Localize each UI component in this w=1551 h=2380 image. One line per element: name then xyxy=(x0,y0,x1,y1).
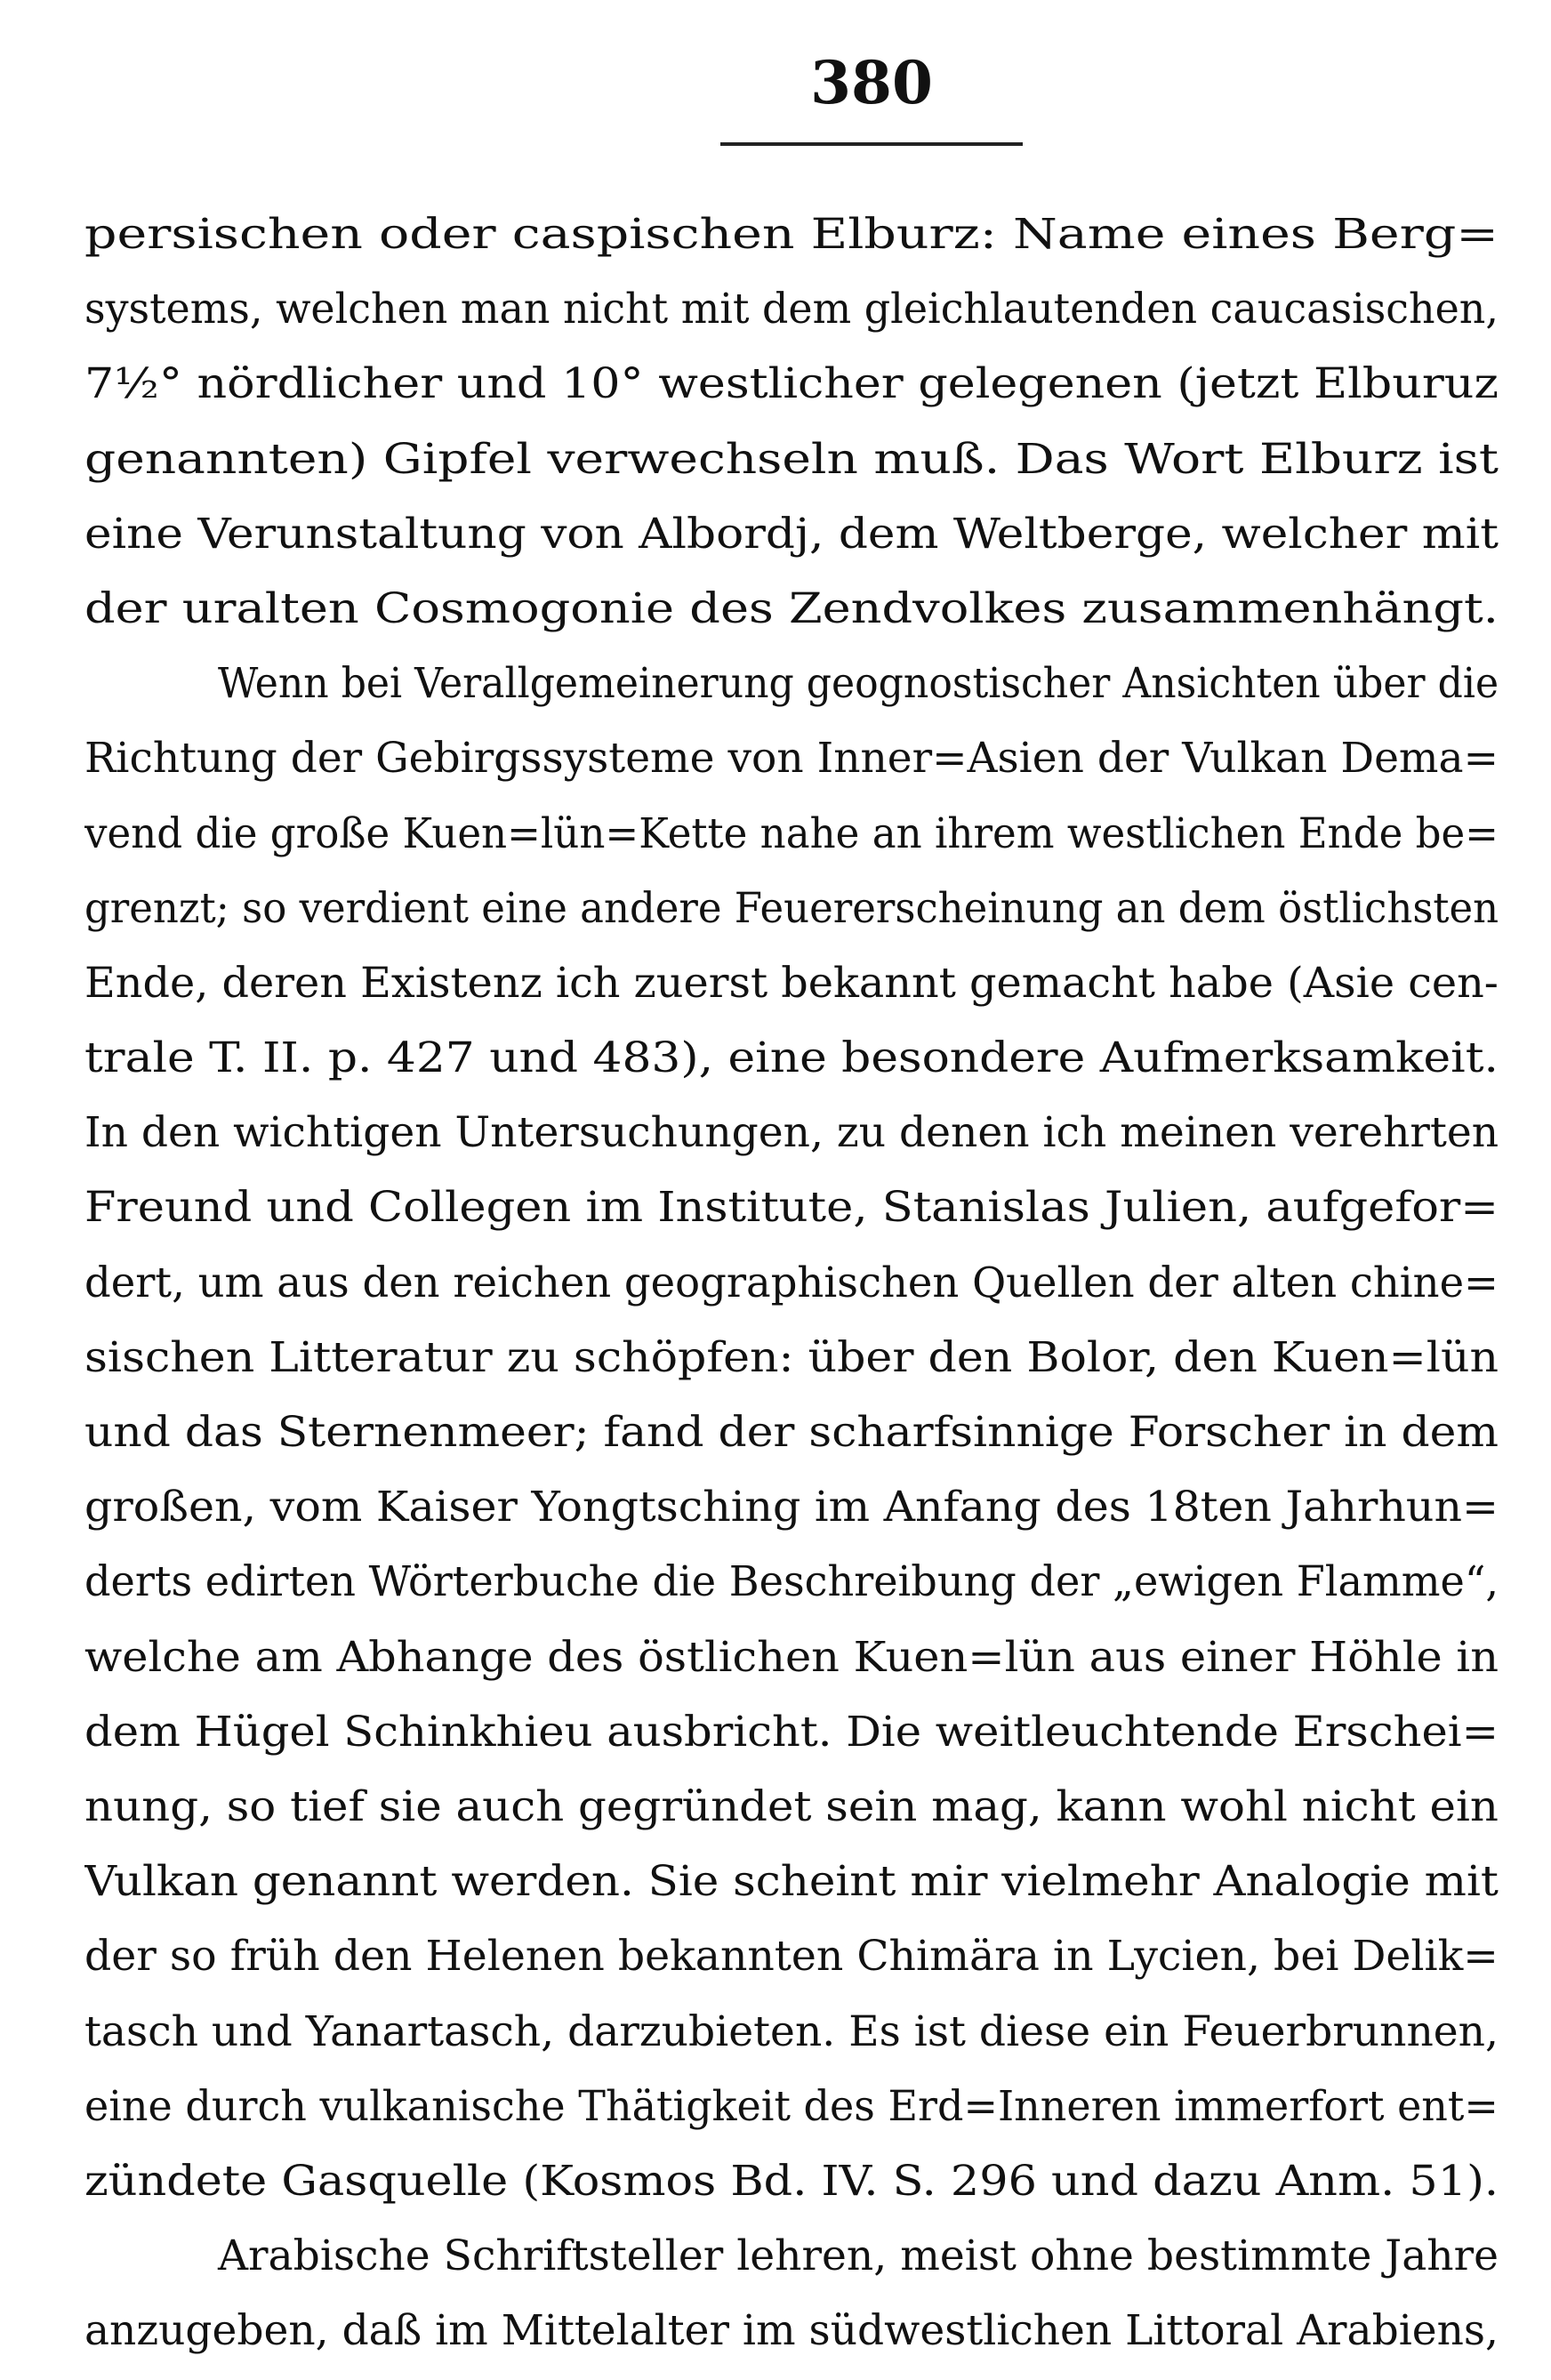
text-line: welche am Abhange des östlichen Kuen=lün aus einer Höhle in xyxy=(84,1632,1499,1682)
text-line: tasch und Yanartasch, darzubieten. Es ist diese ein Feuerbrunnen, xyxy=(84,2006,1499,2056)
text-line: sischen Litteratur zu schöpfen: über den Bolor, den Kuen=lün xyxy=(84,1332,1499,1382)
text-line: derts edirten Wörterbuche die Beschreibung der „ewigen Flamme“, xyxy=(84,1557,1499,1607)
body-text xyxy=(84,197,1499,2368)
text-line: nung, so tief sie auch gegründet sein mag, kann wohl nicht ein xyxy=(84,1781,1499,1831)
text-line: Ende, deren Existenz ich zuerst bekannt gemacht habe (Asie cen- xyxy=(84,958,1499,1008)
text-line: Wenn bei Verallgemeinerung geognostischer Ansichten über die xyxy=(218,659,1499,709)
book-page xyxy=(84,48,1499,2368)
text-line: anzugeben, daß im Mittelalter im südwestlichen Littoral Arabiens, xyxy=(84,2306,1499,2356)
text-line: der so früh den Helenen bekannten Chimära in Lycien, bei Delik= xyxy=(84,1932,1499,1982)
text-line: genannten) Gipfel verwechseln muß. Das Wort Elburz ist xyxy=(84,434,1499,484)
page-number: 380 xyxy=(810,48,933,117)
text-line: dem Hügel Schinkhieu ausbricht. Die weitleuchtende Erschei= xyxy=(84,1707,1499,1757)
text-line: vend die große Kuen=lün=Kette nahe an ihrem westlichen Ende be= xyxy=(84,808,1499,858)
text-line: In den wichtigen Untersuchungen, zu denen ich meinen verehrten xyxy=(84,1108,1499,1158)
text-line: und das Sternenmeer; fand der scharfsinnige Forscher in dem xyxy=(84,1408,1499,1457)
text-line: dert, um aus den reichen geographischen Quellen der alten chine= xyxy=(84,1258,1499,1307)
text-line: Vulkan genannt werden. Sie scheint mir vielmehr Analogie mit xyxy=(84,1857,1499,1907)
text-line: eine Verunstaltung von Albordj, dem Weltberge, welcher mit xyxy=(84,509,1499,559)
text-line: trale T. II. p. 427 und 483), eine besondere Aufmerksamkeit. xyxy=(84,1033,1499,1083)
text-line: der uralten Cosmogonie des Zendvolkes zusammenhängt. xyxy=(84,583,1499,633)
text-line: grenzt; so verdient eine andere Feuererscheinung an dem östlichsten xyxy=(84,883,1499,933)
text-line: eine durch vulkanische Thätigkeit des Erd=Inneren immerfort ent= xyxy=(84,2081,1499,2131)
text-line: großen, vom Kaiser Yongtsching im Anfang des 18ten Jahrhun= xyxy=(84,1483,1499,1532)
header-rule xyxy=(720,142,1023,146)
text-line: persischen oder caspischen Elburz: Name eines Berg= xyxy=(84,210,1499,259)
text-line: Freund und Collegen im Institute, Stanislas Julien, aufgefor= xyxy=(84,1183,1499,1233)
text-line: Arabische Schriftsteller lehren, meist ohne bestimmte Jahre xyxy=(218,2231,1499,2281)
text-line: 7½° nördlicher und 10° westlicher gelegenen (jetzt Elburuz xyxy=(84,359,1499,409)
text-line: zündete Gasquelle (Kosmos Bd. IV. S. 296 und dazu Anm. 51). xyxy=(84,2156,1499,2206)
text-line: Richtung der Gebirgssysteme von Inner=Asien der Vulkan Dema= xyxy=(84,734,1499,784)
text-line: systems, welchen man nicht mit dem gleichlautenden caucasischen, xyxy=(84,285,1499,334)
